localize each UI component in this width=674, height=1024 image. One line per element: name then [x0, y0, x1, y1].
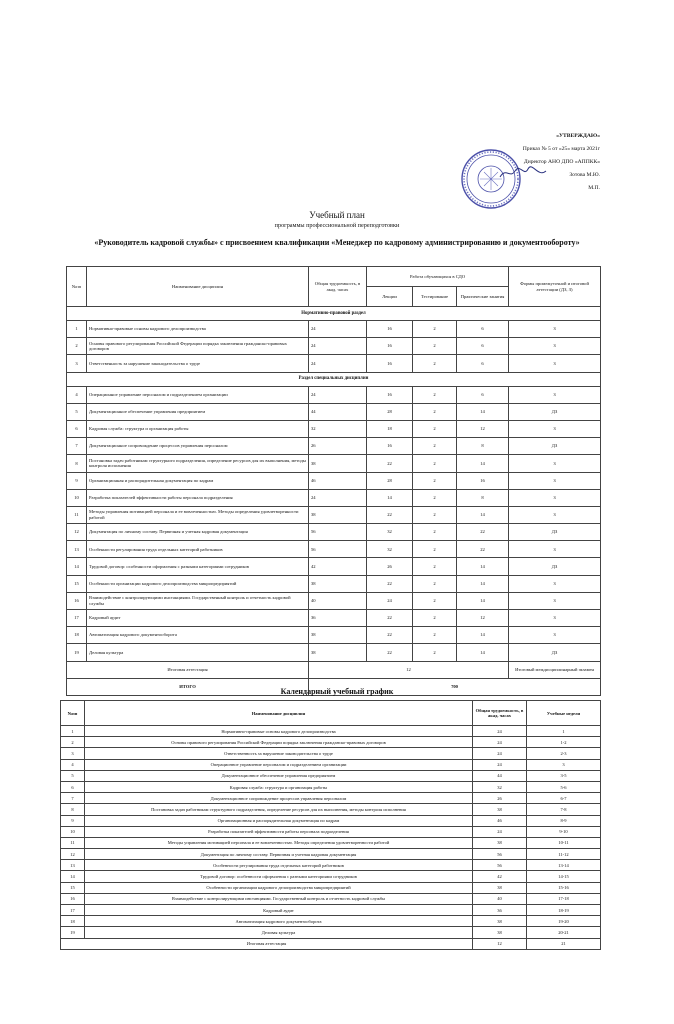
- discipline-name: Документационное сопровождение процессов управления персоналом: [85, 793, 473, 804]
- row-number: 19: [67, 644, 87, 661]
- total-hours: 56: [309, 541, 367, 558]
- total-hours: 24: [309, 321, 367, 338]
- total-hours: 38: [309, 575, 367, 592]
- total-hours: 40: [473, 893, 527, 904]
- row-number: 7: [67, 438, 87, 455]
- calendar-row: [61, 793, 601, 804]
- table-row: [67, 489, 601, 506]
- col-header-lectures: Лекции: [367, 287, 413, 307]
- assessment-form: З: [509, 420, 601, 437]
- section-special: [67, 372, 601, 386]
- discipline-name: Деловая культура: [85, 927, 473, 938]
- table-row: [67, 610, 601, 627]
- total-hours: 38: [473, 804, 527, 815]
- final-attestation-label: Итоговая аттестация: [67, 661, 309, 678]
- col-header-sdo: Работа обучающихся в СДО: [367, 267, 509, 287]
- row-number: 3: [67, 355, 87, 372]
- row-number: 11: [67, 506, 87, 523]
- practice-hours: 8: [457, 438, 509, 455]
- discipline-name: Автоматизация кадрового документооборота: [85, 916, 473, 927]
- total-hours: 56: [309, 524, 367, 541]
- calendar-row: [61, 893, 601, 904]
- discipline-name: Документационное обеспечение управления предприятием: [85, 770, 473, 781]
- discipline-name: Особенности организации кадрового делопроизводства микропредприятий: [85, 882, 473, 893]
- col-header-form: Формы промежуточной и итоговой аттестации (ДЗ, З): [509, 267, 601, 307]
- total-hours: 38: [309, 455, 367, 472]
- practice-hours: 14: [457, 506, 509, 523]
- lecture-hours: 22: [367, 610, 413, 627]
- practice-hours: 14: [457, 403, 509, 420]
- col-header-testing: Тестирование: [413, 287, 457, 307]
- row-number: 6: [61, 781, 85, 792]
- total-hours: 32: [309, 420, 367, 437]
- discipline-name: Операционное управление персоналом и подразделением организации: [85, 759, 473, 770]
- study-weeks: 1-2: [527, 737, 601, 748]
- row-number: 12: [61, 849, 85, 860]
- discipline-name: Ответственность за нарушение законодательства о труде: [87, 355, 309, 372]
- section-special-label: Раздел специальных дисциплин: [67, 372, 601, 386]
- discipline-name: Постановка задач работникам структурного подразделения, определение ресурсов для их выполнения, методы контроля исполнения: [87, 455, 309, 472]
- lecture-hours: 26: [367, 558, 413, 575]
- discipline-name: Документация по личному составу. Первичная и учетная кадровая документация: [85, 849, 473, 860]
- testing-hours: 2: [413, 541, 457, 558]
- total-hours: 38: [473, 916, 527, 927]
- col-header-num: №пп: [67, 267, 87, 307]
- row-number: 4: [61, 759, 85, 770]
- table-row: [67, 472, 601, 489]
- practice-hours: 14: [457, 644, 509, 661]
- practice-hours: 6: [457, 338, 509, 355]
- row-number: 11: [61, 837, 85, 848]
- testing-hours: 2: [413, 472, 457, 489]
- study-weeks: 15-16: [527, 882, 601, 893]
- calendar-row: [61, 759, 601, 770]
- row-number: 16: [61, 893, 85, 904]
- calendar-row: [61, 726, 601, 737]
- calendar-row: [61, 826, 601, 837]
- assessment-form: З: [509, 592, 601, 609]
- table-row: [67, 355, 601, 372]
- calendar-row: [61, 837, 601, 848]
- assessment-form: З: [509, 321, 601, 338]
- lecture-hours: 16: [367, 438, 413, 455]
- cal-col-total: Общая трудоемкость, в акад. часах: [473, 701, 527, 726]
- calendar-row: [61, 860, 601, 871]
- lecture-hours: 16: [367, 321, 413, 338]
- discipline-name: Документационное обеспечение управления предприятием: [87, 403, 309, 420]
- testing-hours: 2: [413, 627, 457, 644]
- table-row: [67, 575, 601, 592]
- discipline-name: Взаимодействие с контролирующими инстанциями. Государственный контроль и отчетность кадровой службы: [85, 893, 473, 904]
- table-row: [67, 627, 601, 644]
- discipline-name: Трудовой договор: особенности оформления с разными категориями сотрудников: [87, 558, 309, 575]
- section-normative-label: Нормативно-правовой раздел: [67, 307, 601, 321]
- total-hours: 46: [473, 815, 527, 826]
- row-number: 18: [61, 916, 85, 927]
- total-hours: 38: [309, 506, 367, 523]
- table-row: [67, 438, 601, 455]
- study-weeks: 9-10: [527, 826, 601, 837]
- table-row: [67, 321, 601, 338]
- study-weeks: 18-19: [527, 905, 601, 916]
- lecture-hours: 32: [367, 524, 413, 541]
- final-attestation-label: Итоговая аттестация: [61, 938, 473, 949]
- final-attestation-hours: 12: [309, 661, 509, 678]
- row-number: 13: [67, 541, 87, 558]
- row-number: 15: [67, 575, 87, 592]
- study-weeks: 3-5: [527, 770, 601, 781]
- discipline-name: Автоматизация кадрового документооборота: [87, 627, 309, 644]
- section-normative: [67, 307, 601, 321]
- testing-hours: 2: [413, 558, 457, 575]
- row-number: 12: [67, 524, 87, 541]
- total-hours: 42: [473, 871, 527, 882]
- practice-hours: 12: [457, 420, 509, 437]
- study-weeks: 13-14: [527, 860, 601, 871]
- study-weeks: 7-8: [527, 804, 601, 815]
- program-name: «Руководитель кадровой службы» с присвоением квалификации «Менеджер по кадровому администрированию и документообороту»: [94, 238, 580, 247]
- assessment-form: З: [509, 455, 601, 472]
- practice-hours: 22: [457, 524, 509, 541]
- discipline-name: Методы управления мотивацией персонала и ее вовлеченностью. Методы определения удовлетворенности работой: [87, 506, 309, 523]
- row-number: 10: [67, 489, 87, 506]
- assessment-form: ДЗ: [509, 438, 601, 455]
- practice-hours: 8: [457, 489, 509, 506]
- study-weeks: 6-7: [527, 793, 601, 804]
- total-hours: 36: [309, 610, 367, 627]
- testing-hours: 2: [413, 386, 457, 403]
- testing-hours: 2: [413, 338, 457, 355]
- total-hours-value: 700: [309, 678, 601, 695]
- total-label: ИТОГО: [67, 678, 309, 695]
- discipline-name: Кадровый аудит: [85, 905, 473, 916]
- row-number: 15: [61, 882, 85, 893]
- study-weeks: 2-3: [527, 748, 601, 759]
- row-number: 9: [67, 472, 87, 489]
- row-number: 1: [67, 321, 87, 338]
- table-row: [67, 524, 601, 541]
- total-hours: 24: [473, 826, 527, 837]
- study-weeks: 20-21: [527, 927, 601, 938]
- table-row: [67, 644, 601, 661]
- calendar-table: [60, 700, 601, 950]
- calendar-final-row: [61, 938, 601, 949]
- practice-hours: 14: [457, 558, 509, 575]
- row-number: 3: [61, 748, 85, 759]
- study-weeks: 19-20: [527, 916, 601, 927]
- col-header-practice: Практические занятия: [457, 287, 509, 307]
- total-hours: 42: [309, 558, 367, 575]
- row-number: 5: [61, 770, 85, 781]
- table-row: [67, 403, 601, 420]
- total-hours: 24: [473, 737, 527, 748]
- col-header-total: Общая трудоемкость, в акад. часах: [309, 267, 367, 307]
- cal-col-name: Наименование дисциплин: [85, 701, 473, 726]
- discipline-name: Особенности регулирования труда отдельных категорий работников: [87, 541, 309, 558]
- practice-hours: 14: [457, 592, 509, 609]
- lecture-hours: 22: [367, 627, 413, 644]
- assessment-form: З: [509, 386, 601, 403]
- row-number: 2: [67, 338, 87, 355]
- assessment-form: ДЗ: [509, 644, 601, 661]
- lecture-hours: 24: [367, 592, 413, 609]
- discipline-name: Нормативно-правовые основы кадрового делопроизводства: [87, 321, 309, 338]
- total-hours: 24: [309, 355, 367, 372]
- discipline-name: Документация по личному составу. Первичная и учетная кадровая документация: [87, 524, 309, 541]
- discipline-name: Постановка задач работникам структурного подразделения, определение ресурсов для их выполнения, методы контроля исполнения: [85, 804, 473, 815]
- lecture-hours: 16: [367, 338, 413, 355]
- assessment-form: З: [509, 575, 601, 592]
- discipline-name: Операционное управление персоналом и подразделением организации: [87, 386, 309, 403]
- discipline-name: Организационная и распорядительная документация по кадрам: [87, 472, 309, 489]
- curriculum-table: [66, 266, 601, 696]
- lecture-hours: 18: [367, 420, 413, 437]
- discipline-name: Основы правового регулирования Российской Федерации порядка заключения гражданско-правовых договоров: [87, 338, 309, 355]
- study-weeks: 17-18: [527, 893, 601, 904]
- discipline-name: Нормативно-правовые основы кадрового делопроизводства: [85, 726, 473, 737]
- lecture-hours: 28: [367, 403, 413, 420]
- total-hours: 38: [473, 837, 527, 848]
- testing-hours: 2: [413, 575, 457, 592]
- total-hours: 24: [473, 748, 527, 759]
- row-number: 5: [67, 403, 87, 420]
- assessment-form: З: [509, 489, 601, 506]
- row-number: 14: [61, 871, 85, 882]
- total-hours: 24: [309, 338, 367, 355]
- testing-hours: 2: [413, 321, 457, 338]
- lecture-hours: 22: [367, 506, 413, 523]
- table-row: [67, 592, 601, 609]
- row-number: 14: [67, 558, 87, 575]
- total-hours: 36: [473, 905, 527, 916]
- row-number: 8: [67, 455, 87, 472]
- row-number: 17: [61, 905, 85, 916]
- practice-hours: 14: [457, 575, 509, 592]
- calendar-row: [61, 737, 601, 748]
- lecture-hours: 22: [367, 455, 413, 472]
- practice-hours: 6: [457, 321, 509, 338]
- discipline-name: Особенности регулирования труда отдельных категорий работников: [85, 860, 473, 871]
- testing-hours: 2: [413, 644, 457, 661]
- total-hours: 24: [473, 726, 527, 737]
- table-row: [67, 420, 601, 437]
- discipline-name: Кадровая служба: структура и организация работы: [87, 420, 309, 437]
- row-number: 6: [67, 420, 87, 437]
- practice-hours: 14: [457, 627, 509, 644]
- practice-hours: 6: [457, 386, 509, 403]
- row-number: 7: [61, 793, 85, 804]
- total-hours: 44: [473, 770, 527, 781]
- calendar-row: [61, 871, 601, 882]
- approval-line-1: «УТВЕРЖДАЮ»: [556, 133, 600, 139]
- approval-line-5: М.П.: [588, 185, 600, 191]
- row-number: 19: [61, 927, 85, 938]
- lecture-hours: 28: [367, 472, 413, 489]
- lecture-hours: 22: [367, 575, 413, 592]
- lecture-hours: 16: [367, 386, 413, 403]
- practice-hours: 12: [457, 610, 509, 627]
- testing-hours: 2: [413, 506, 457, 523]
- testing-hours: 2: [413, 455, 457, 472]
- discipline-name: Взаимодействие с контролирующими инстанциями. Государственный контроль и отчетность кадровой службы: [87, 592, 309, 609]
- assessment-form: ДЗ: [509, 524, 601, 541]
- cal-col-weeks: Учебные недели: [527, 701, 601, 726]
- row-number: 8: [61, 804, 85, 815]
- study-weeks: 11-12: [527, 849, 601, 860]
- discipline-name: Деловая культура: [87, 644, 309, 661]
- testing-hours: 2: [413, 355, 457, 372]
- testing-hours: 2: [413, 438, 457, 455]
- total-hours: 56: [473, 849, 527, 860]
- calendar-row: [61, 815, 601, 826]
- table-row: [67, 386, 601, 403]
- lecture-hours: 32: [367, 541, 413, 558]
- discipline-name: Основы правового регулирования Российской Федерации порядка заключения гражданско-правовых договоров: [85, 737, 473, 748]
- calendar-row: [61, 781, 601, 792]
- assessment-form: ДЗ: [509, 558, 601, 575]
- testing-hours: 2: [413, 489, 457, 506]
- discipline-name: Кадровый аудит: [87, 610, 309, 627]
- calendar-row: [61, 849, 601, 860]
- final-attestation-row: [67, 661, 601, 678]
- testing-hours: 2: [413, 420, 457, 437]
- assessment-form: З: [509, 610, 601, 627]
- discipline-name: Особенности организации кадрового делопроизводства микропредприятий: [87, 575, 309, 592]
- discipline-name: Организационная и распорядительная документация по кадрам: [85, 815, 473, 826]
- practice-hours: 14: [457, 455, 509, 472]
- final-attestation-weeks: 21: [527, 938, 601, 949]
- assessment-form: З: [509, 506, 601, 523]
- final-attestation-form: Итоговый междисциплинарный экзамен: [509, 661, 601, 678]
- row-number: 16: [67, 592, 87, 609]
- assessment-form: ДЗ: [509, 403, 601, 420]
- approval-line-2: Приказ № 5 от «25» марта 2021г: [522, 146, 600, 152]
- testing-hours: 2: [413, 524, 457, 541]
- document-title: Учебный план: [309, 210, 365, 220]
- total-hours: 46: [309, 472, 367, 489]
- discipline-name: Кадровая служба: структура и организация работы: [85, 781, 473, 792]
- discipline-name: Разработка показателей эффективности работы персонала подразделения: [87, 489, 309, 506]
- assessment-form: З: [509, 338, 601, 355]
- table-row: [67, 558, 601, 575]
- table-row: [67, 338, 601, 355]
- assessment-form: З: [509, 627, 601, 644]
- study-weeks: 3: [527, 759, 601, 770]
- calendar-row: [61, 916, 601, 927]
- calendar-row: [61, 882, 601, 893]
- discipline-name: Разработка показателей эффективности работы персонала подразделения: [85, 826, 473, 837]
- row-number: 13: [61, 860, 85, 871]
- testing-hours: 2: [413, 610, 457, 627]
- row-number: 9: [61, 815, 85, 826]
- lecture-hours: 16: [367, 355, 413, 372]
- assessment-form: З: [509, 472, 601, 489]
- assessment-form: З: [509, 355, 601, 372]
- total-hours: 38: [309, 644, 367, 661]
- document-subtitle: программы профессиональной переподготовки: [274, 222, 400, 229]
- total-hours: 24: [473, 759, 527, 770]
- lecture-hours: 14: [367, 489, 413, 506]
- row-number: 4: [67, 386, 87, 403]
- assessment-form: З: [509, 541, 601, 558]
- practice-hours: 6: [457, 355, 509, 372]
- testing-hours: 2: [413, 592, 457, 609]
- approval-line-3: Директор АНО ДПО «АППКК»: [523, 159, 600, 165]
- total-hours: 26: [309, 438, 367, 455]
- signature: [498, 165, 548, 181]
- total-hours: 38: [309, 627, 367, 644]
- table-row: [67, 541, 601, 558]
- table-row: [67, 455, 601, 472]
- approval-line-4: Зотова М.Ю.: [569, 172, 600, 178]
- row-number: 18: [67, 627, 87, 644]
- total-hours: 38: [473, 927, 527, 938]
- row-number: 17: [67, 610, 87, 627]
- study-weeks: 8-9: [527, 815, 601, 826]
- discipline-name: Документационное сопровождение процессов управления персоналом: [87, 438, 309, 455]
- table-row: [67, 506, 601, 523]
- discipline-name: Методы управления мотивацией персонала и ее вовлеченностью. Методы определения удовлетворенности работой: [85, 837, 473, 848]
- row-number: 10: [61, 826, 85, 837]
- calendar-row: [61, 927, 601, 938]
- cal-col-num: №пп: [61, 701, 85, 726]
- row-number: 2: [61, 737, 85, 748]
- total-hours: 24: [309, 489, 367, 506]
- discipline-name: Ответственность за нарушение законодательства о труде: [85, 748, 473, 759]
- calendar-title: Календарный учебный график: [280, 687, 394, 696]
- total-hours: 32: [473, 781, 527, 792]
- total-hours: 40: [309, 592, 367, 609]
- practice-hours: 22: [457, 541, 509, 558]
- discipline-name: Трудовой договор: особенности оформления с разными категориями сотрудников: [85, 871, 473, 882]
- total-hours: 44: [309, 403, 367, 420]
- total-hours: 38: [473, 882, 527, 893]
- study-weeks: 5-6: [527, 781, 601, 792]
- calendar-row: [61, 804, 601, 815]
- col-header-name: Наименование дисциплин: [87, 267, 309, 307]
- final-attestation-hours: 12: [473, 938, 527, 949]
- study-weeks: 1: [527, 726, 601, 737]
- row-number: 1: [61, 726, 85, 737]
- total-hours: 24: [309, 386, 367, 403]
- calendar-row: [61, 905, 601, 916]
- practice-hours: 16: [457, 472, 509, 489]
- testing-hours: 2: [413, 403, 457, 420]
- calendar-row: [61, 748, 601, 759]
- study-weeks: 10-11: [527, 837, 601, 848]
- total-hours: 56: [473, 860, 527, 871]
- total-hours: 26: [473, 793, 527, 804]
- lecture-hours: 22: [367, 644, 413, 661]
- calendar-row: [61, 770, 601, 781]
- study-weeks: 14-15: [527, 871, 601, 882]
